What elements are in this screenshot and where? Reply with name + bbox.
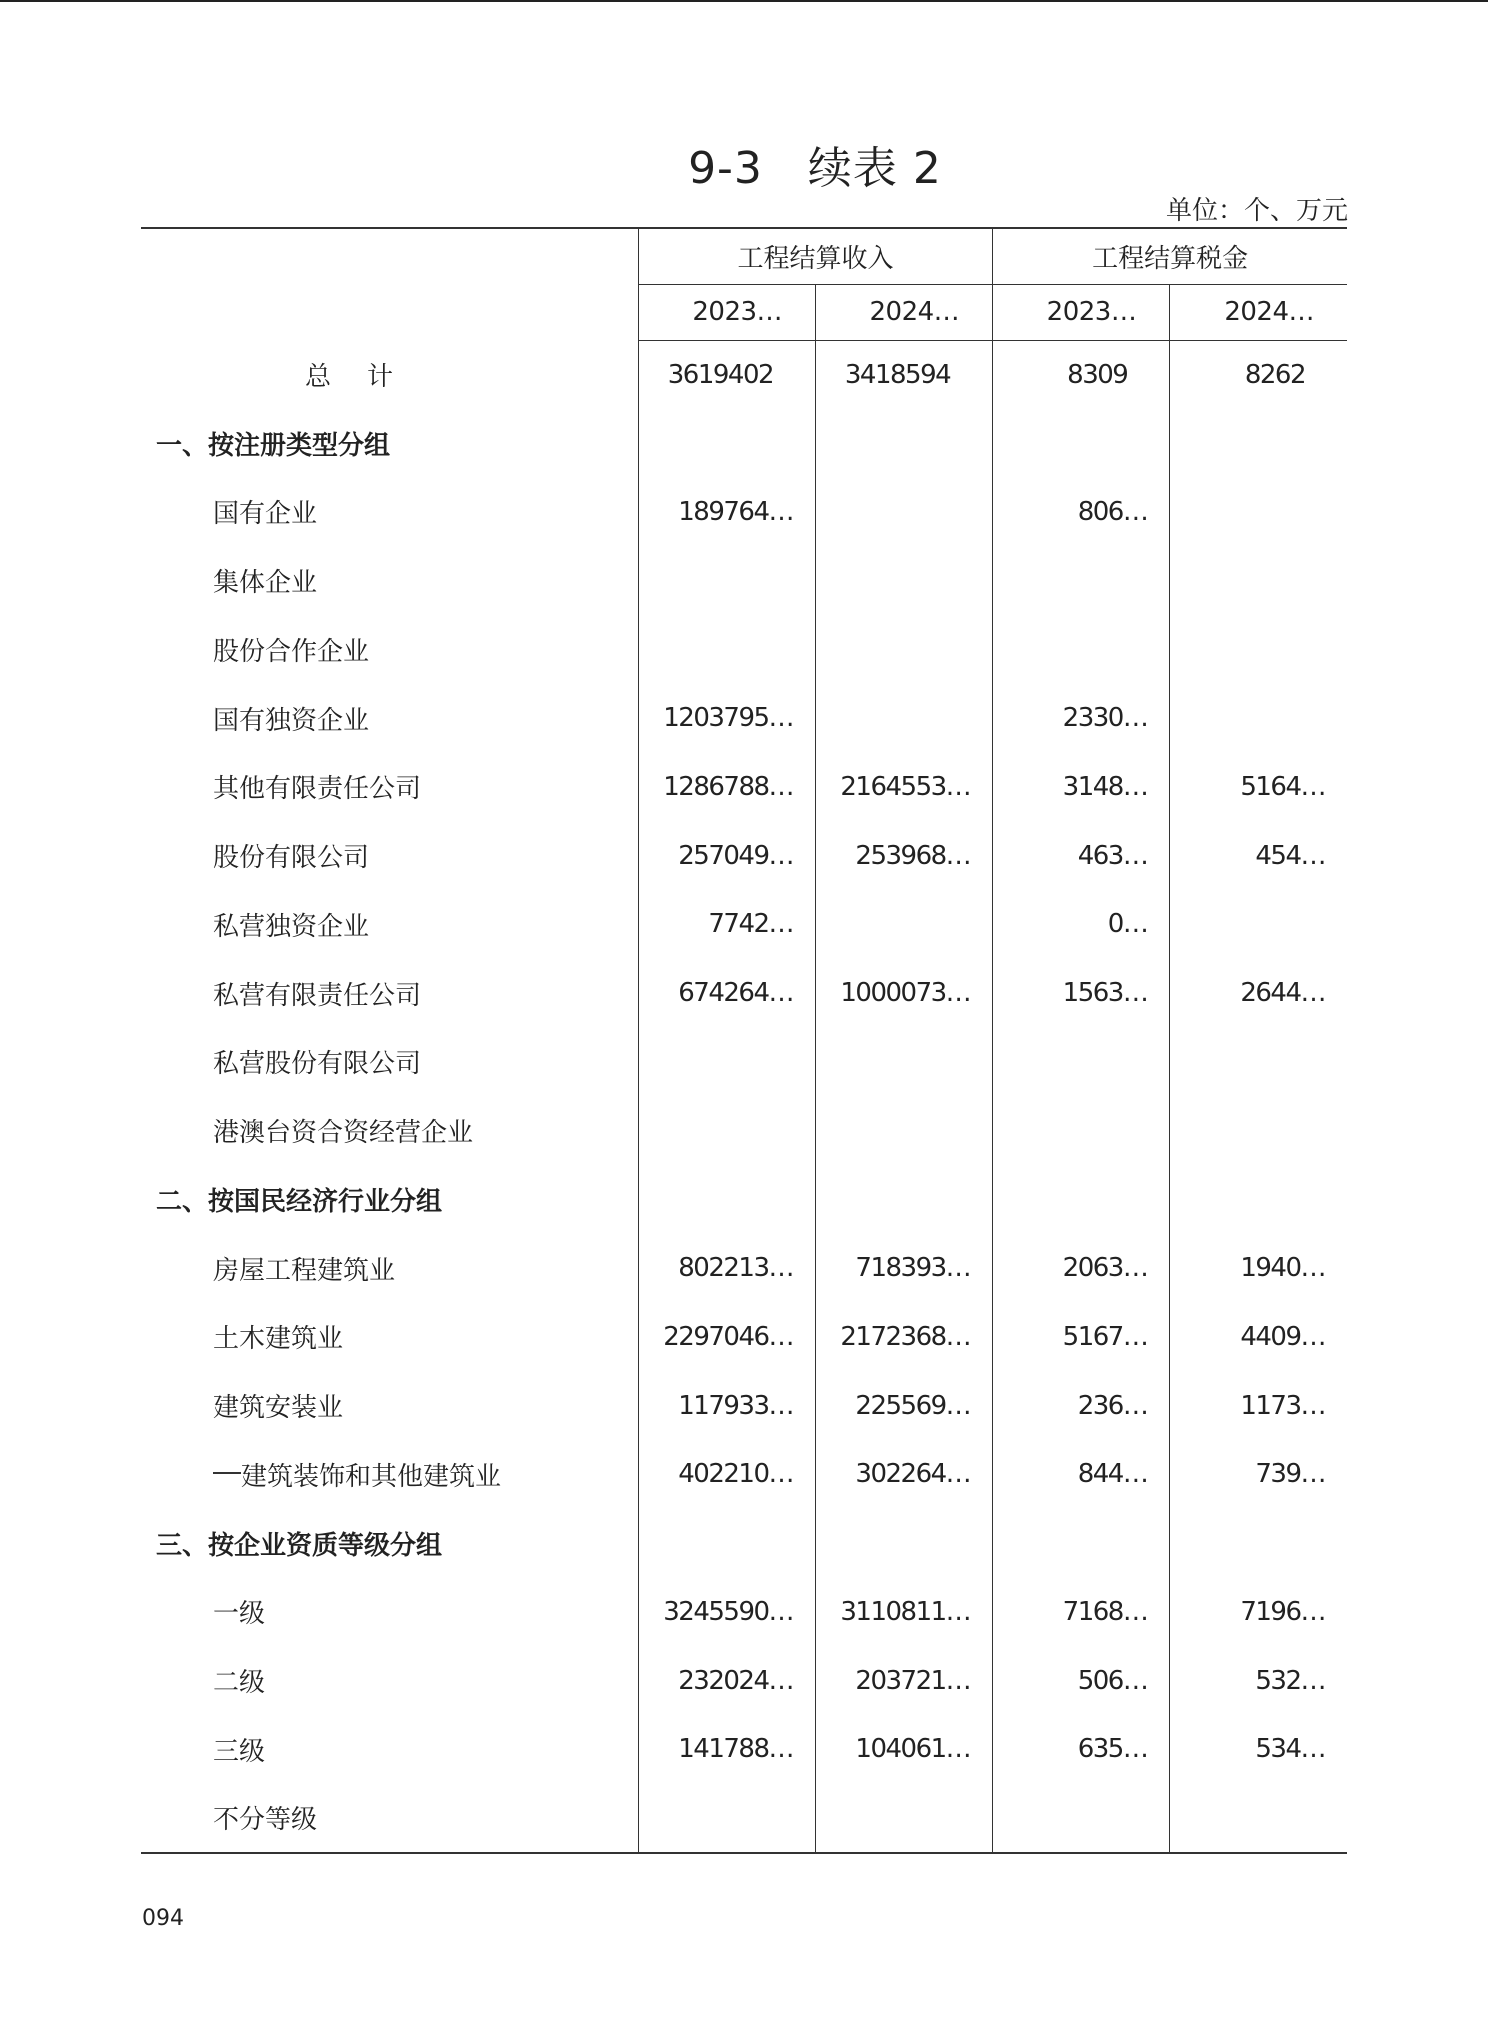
row-label: 股份合作企业 — [213, 636, 370, 667]
table-cell: 674264… — [638, 959, 815, 1028]
table-cell — [993, 1165, 1170, 1234]
table-row — [141, 615, 1347, 684]
table-cell — [1170, 1784, 1347, 1853]
row-label: 房屋工程建筑业 — [213, 1255, 396, 1286]
table-cell: 257049… — [638, 821, 815, 890]
row-label: 一级 — [213, 1599, 266, 1630]
table-cell — [638, 1096, 815, 1165]
table-cell — [1170, 1509, 1347, 1578]
table-row — [141, 1234, 1347, 1303]
table-cell: 3619402 — [638, 340, 815, 409]
row-label-total — [141, 340, 638, 409]
table-cell: 236… — [993, 1371, 1170, 1440]
row-label: 私营有限责任公司 — [213, 980, 422, 1011]
table-cell — [993, 1509, 1170, 1578]
table-cell: 718393… — [816, 1234, 993, 1303]
table-cell — [1170, 615, 1347, 684]
table-cell — [816, 1165, 993, 1234]
table-cell: 253968… — [816, 821, 993, 890]
table-cell — [638, 1028, 815, 1097]
table-cell — [1170, 478, 1347, 547]
table-cell: 1940… — [1170, 1234, 1347, 1303]
table-cell: 2644… — [1170, 959, 1347, 1028]
table-row — [141, 959, 1347, 1028]
header-group-tax: 工程结算税金 — [993, 228, 1347, 284]
table-cell — [993, 409, 1170, 478]
table-row — [141, 1646, 1347, 1715]
table-cell: 1286788… — [638, 753, 815, 822]
table-cell — [638, 615, 815, 684]
table-cell: 117933… — [638, 1371, 815, 1440]
table-cell: 7742… — [638, 890, 815, 959]
table-row — [141, 478, 1347, 547]
row-label: 港澳台资合资经营企业 — [213, 1118, 474, 1149]
row-label: 国有独资企业 — [213, 705, 370, 736]
header-blank — [141, 228, 638, 340]
table-cell — [1170, 1028, 1347, 1097]
table-cell — [993, 1028, 1170, 1097]
unit-label: 单位：个、万元 — [1165, 196, 1348, 226]
table-cell: 739… — [1170, 1440, 1347, 1509]
table-cell — [638, 1509, 815, 1578]
table-cell: 7168… — [993, 1578, 1170, 1647]
table-cell: 5167… — [993, 1303, 1170, 1372]
table-cell — [993, 1784, 1170, 1853]
table-row — [141, 1028, 1347, 1097]
row-label: 私营股份有限公司 — [213, 1049, 422, 1080]
table-cell: 2172368… — [816, 1303, 993, 1372]
row-label: 股份有限公司 — [213, 843, 370, 874]
row-label: 建筑安装业 — [213, 1393, 344, 1424]
table-cell: 635… — [993, 1715, 1170, 1784]
table-cell: 463… — [993, 821, 1170, 890]
row-label: 国有企业 — [213, 499, 318, 530]
table-cell — [993, 615, 1170, 684]
table-cell — [1170, 1096, 1347, 1165]
table-cell — [816, 684, 993, 753]
table-cell: 3148… — [993, 753, 1170, 822]
row-label: 二级 — [213, 1668, 266, 1699]
table-row-section — [141, 409, 1347, 478]
row-label: 一、按注册类型分组 — [156, 430, 391, 461]
table-row — [141, 821, 1347, 890]
table-row — [141, 684, 1347, 753]
table-cell: 232024… — [638, 1646, 815, 1715]
table-cell: 189764… — [638, 478, 815, 547]
table-cell: 104061… — [816, 1715, 993, 1784]
table-cell — [638, 1165, 815, 1234]
table-cell: 806… — [993, 478, 1170, 547]
row-label-with-mark — [141, 1440, 638, 1509]
table-row — [141, 1784, 1347, 1853]
table-cell: 802213… — [638, 1234, 815, 1303]
table-row — [141, 1371, 1347, 1440]
table-row — [141, 1096, 1347, 1165]
table-row — [141, 1303, 1347, 1372]
statistics-table — [141, 227, 1347, 1854]
table-cell: 454… — [1170, 821, 1347, 890]
table-cell: 2330… — [993, 684, 1170, 753]
table-row — [141, 753, 1347, 822]
table-row-section — [141, 1165, 1347, 1234]
table-cell: 302264… — [816, 1440, 993, 1509]
table-row — [141, 1578, 1347, 1647]
table-cell: 1563… — [993, 959, 1170, 1028]
table-cell — [816, 1509, 993, 1578]
page-number: 094 — [142, 1906, 184, 1931]
table-cell — [1170, 684, 1347, 753]
table-cell: 402210… — [638, 1440, 815, 1509]
table-header — [141, 228, 1347, 340]
table-cell: 4409… — [1170, 1303, 1347, 1372]
row-label: 其他有限责任公司 — [213, 774, 422, 805]
table-cell — [816, 1028, 993, 1097]
table-cell — [638, 1784, 815, 1853]
table-cell — [638, 546, 815, 615]
table-cell: 141788… — [638, 1715, 815, 1784]
row-label: 集体企业 — [213, 568, 318, 599]
row-label: 二、按国民经济行业分组 — [156, 1186, 443, 1217]
table-cell: 3110811… — [816, 1578, 993, 1647]
table-cell: 7196… — [1170, 1578, 1347, 1647]
row-label: 三级 — [213, 1736, 266, 1767]
row-label: 不分等级 — [213, 1805, 318, 1836]
table-cell: 5164… — [1170, 753, 1347, 822]
table-cell: 844… — [993, 1440, 1170, 1509]
table-cell: 2297046… — [638, 1303, 815, 1372]
table-cell — [816, 615, 993, 684]
header-group-revenue: 工程结算收入 — [638, 228, 992, 284]
table-row — [141, 546, 1347, 615]
table-cell: 532… — [1170, 1646, 1347, 1715]
table-row — [141, 1715, 1347, 1784]
table-row — [141, 1440, 1347, 1509]
top-border — [0, 0, 1488, 2]
table-cell — [1170, 546, 1347, 615]
table-cell — [993, 546, 1170, 615]
header-year: 2024… — [816, 284, 993, 340]
table-cell — [816, 546, 993, 615]
table-cell: 2164553… — [816, 753, 993, 822]
total-label-text: 总计 — [304, 361, 429, 392]
row-label: 土木建筑业 — [213, 1324, 344, 1355]
table-cell: 2063… — [993, 1234, 1170, 1303]
underline-mark — [213, 1472, 241, 1474]
table-cell: 225569… — [816, 1371, 993, 1440]
header-year: 2024… — [1170, 284, 1347, 340]
table-cell: 506… — [993, 1646, 1170, 1715]
table-row-section — [141, 1509, 1347, 1578]
table-cell: 203721… — [816, 1646, 993, 1715]
row-label-text: 建筑装饰和其他建筑业 — [241, 1461, 502, 1492]
table-cell: 0… — [993, 890, 1170, 959]
table-cell — [816, 478, 993, 547]
table-cell — [816, 1096, 993, 1165]
table-cell: 1173… — [1170, 1371, 1347, 1440]
table-cell — [1170, 409, 1347, 478]
table-cell: 1203795… — [638, 684, 815, 753]
table-cell — [816, 409, 993, 478]
table-cell — [638, 409, 815, 478]
row-label: 私营独资企业 — [213, 911, 370, 942]
table-cell: 534… — [1170, 1715, 1347, 1784]
table-row-total — [141, 340, 1347, 409]
table-cell: 1000073… — [816, 959, 993, 1028]
table-cell: 3418594 — [816, 340, 993, 409]
table-cell: 8262 — [1170, 340, 1347, 409]
table-cell — [1170, 1165, 1347, 1234]
table-cell: 8309 — [993, 340, 1170, 409]
table-cell: 3245590… — [638, 1578, 815, 1647]
row-label: 三、按企业资质等级分组 — [156, 1530, 443, 1561]
header-year: 2023… — [638, 284, 815, 340]
header-year: 2023… — [993, 284, 1170, 340]
page-title: 9-3 续表 2 — [688, 143, 942, 194]
table-cell — [993, 1096, 1170, 1165]
table-cell — [816, 1784, 993, 1853]
table-cell — [816, 890, 993, 959]
table-row — [141, 890, 1347, 959]
table-cell — [1170, 890, 1347, 959]
